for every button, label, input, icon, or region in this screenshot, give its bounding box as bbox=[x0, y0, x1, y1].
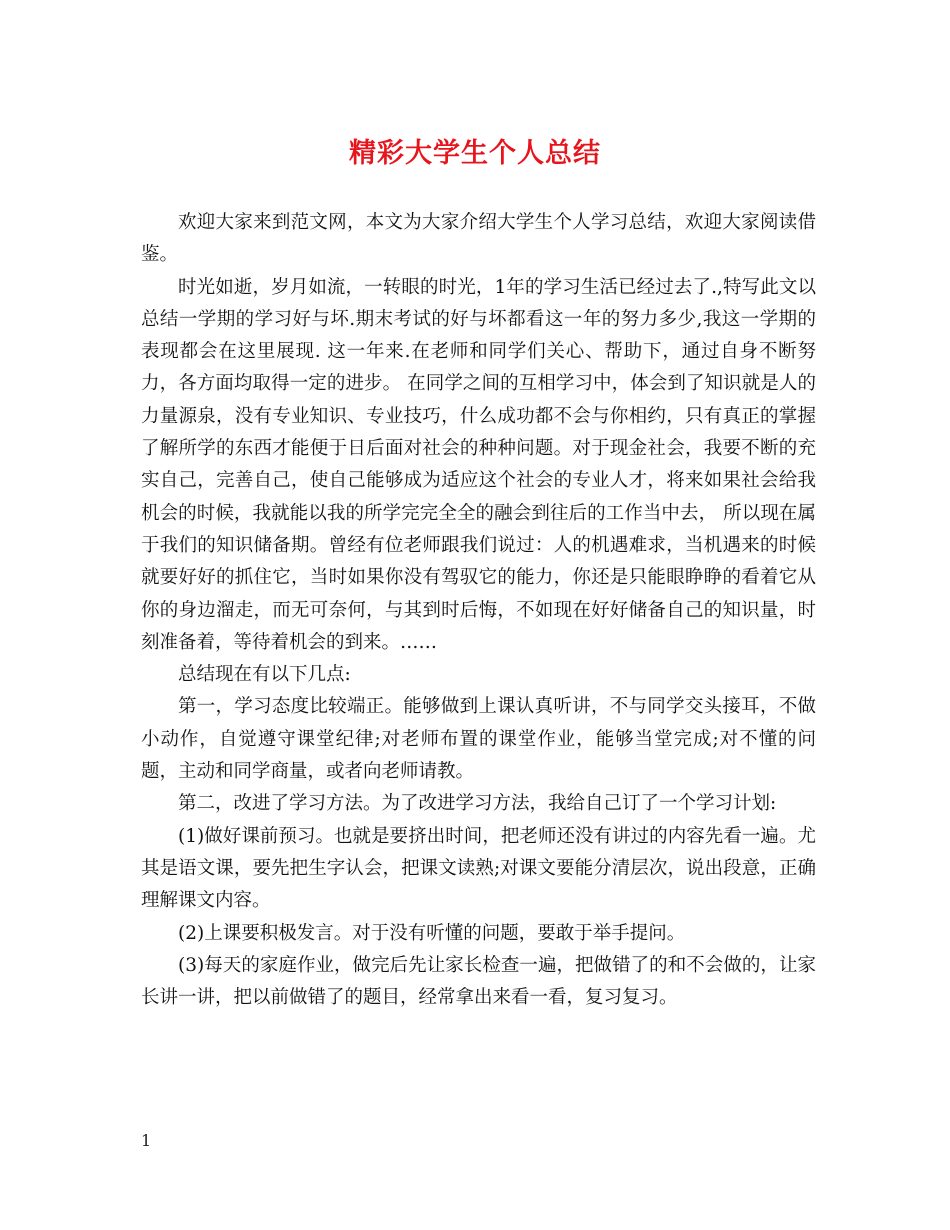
paragraph-intro: 欢迎大家来到范文网，本文为大家介绍大学生个人学习总结，欢迎大家阅读借鉴。 bbox=[141, 212, 816, 266]
paragraph-point-one: 第一，学习态度比较端正。能够做到上课认真听讲，不与同学交头接耳，不做小动作，自觉遵守课堂纪律;对老师布置的课堂作业，能够当堂完成;对不懂的问题，主动和同学商量，或者向老师请教。 bbox=[141, 696, 816, 783]
paragraph-main: 时光如逝，岁月如流，一转眼的时光，1年的学习生活已经过去了.,特写此文以总结一学期的学习好与坏.期末考试的好与坏都看这一年的努力多少,我这一学期的表现都会在这里展现. 这一年来.在老师和同学们关心、帮助下，通过自身不断努力，各方面均取得一定的进步。 在同学之间的互相学习中，体会到了知识就是人的力量源泉，没有专业知识、专业技巧，什么成功都不会与你相约，只有真正的掌握了解所学的东西才能便于日后面对社会的种种问题。对于现金社会，我要不断的充实自己，完善自己，使自己能够成为适应这个社会的专业人才，将来如果社会给我机会的时候，我就能以我的所学完完全全的融会到往后的工作当中去， 所以现在属于我们的知识储备期。曾经有位老师跟我们说过：人的机遇难求，当机遇来的时候就要好好的抓住它，当时如果你没有驾驭它的能力，你还是只能眼睁睁的看着它从你的身边溜走，而无可奈何，与其到时后悔，不如现在好好储备自己的知识量，时刻准备着，等待着机会的到来。…… bbox=[141, 276, 816, 653]
paragraph-plan-item-1: (1)做好课前预习。也就是要挤出时间，把老师还没有讲过的内容先看一遍。尤其是语文课，要先把生字认会，把课文读熟;对课文要能分清层次，说出段意，正确理解课文内容。 bbox=[141, 825, 816, 912]
page-number: 1 bbox=[141, 1131, 152, 1150]
paragraph-plan-item-3: (3)每天的家庭作业，做完后先让家长检查一遍，把做错了的和不会做的，让家长讲一讲，把以前做错了的题目，经常拿出来看一看，复习复习。 bbox=[141, 954, 816, 1009]
document-title: 精彩大学生个人总结 bbox=[349, 138, 601, 169]
paragraph-plan-item-2: (2)上课要积极发言。对于没有听懂的问题，要敢于举手提问。 bbox=[178, 922, 686, 944]
paragraph-point-two: 第二，改进了学习方法。为了改进学习方法，我给自己订了一个学习计划: bbox=[178, 793, 777, 815]
paragraph-summary-heading: 总结现在有以下几点: bbox=[178, 664, 351, 686]
document-body bbox=[141, 207, 816, 1014]
